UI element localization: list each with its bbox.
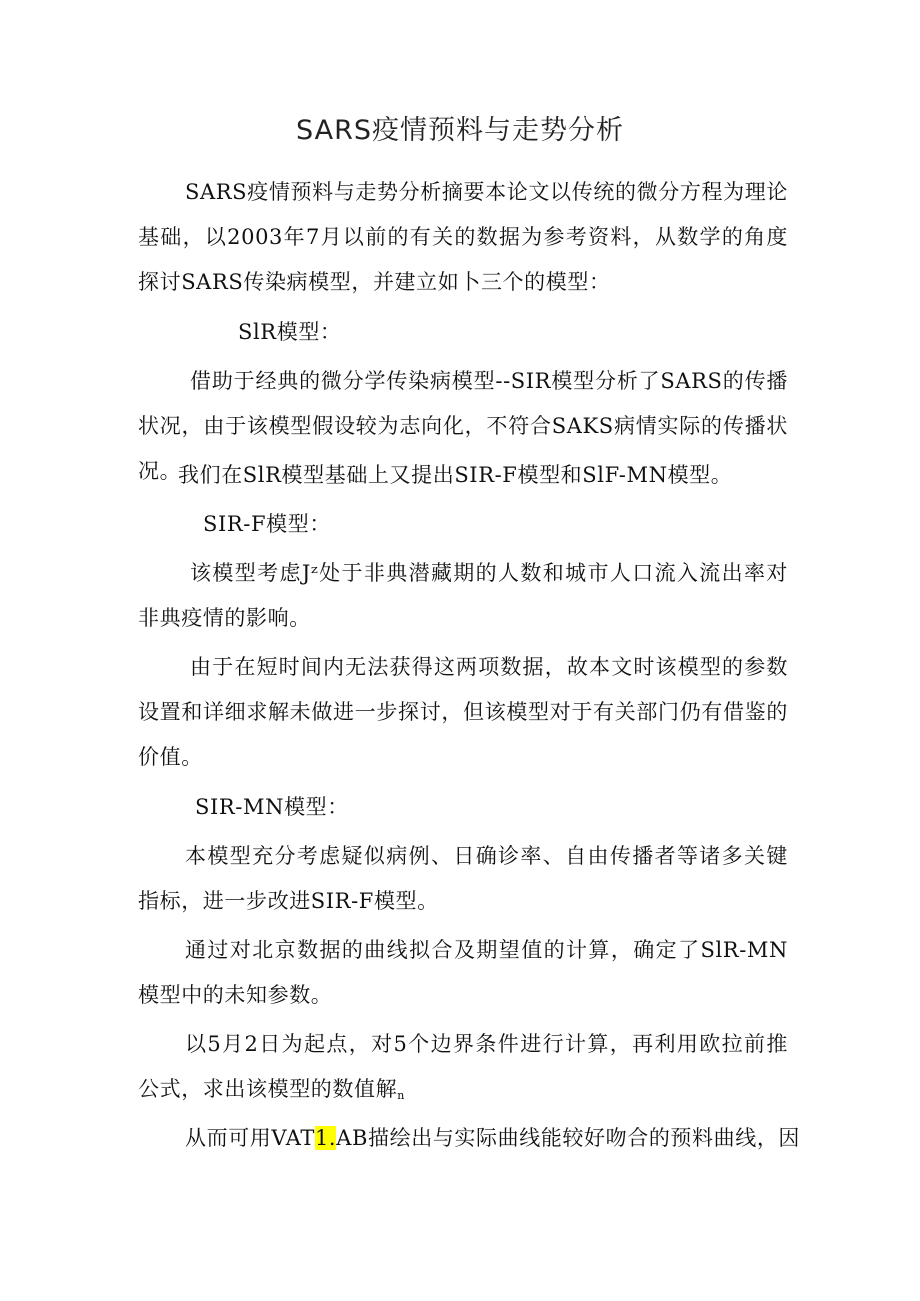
paragraph-euler-method [138,1022,788,1118]
paragraph-data-limitation: 由于在短时间内无法获得这两项数据，故本文时该模型的参数设置和详细求解未做进一步探讨，但该模型对于有关部门仍有借鉴的价值。 [138,655,788,769]
paragraph-sir-description: 借助于经典的微分学传染病模型--SIR模型分析了SARS的传播状况，由于该模型假设较为志向化，不符合SAKS病情实际的传播状况。 [138,369,788,483]
heading-sir-model: SlR模型： [238,320,342,344]
highlighted-text: 1. [314,1126,337,1150]
heading-sir-f-model: SIR-F模型： [203,512,331,536]
matlab-text-before: 从而可用VAT [185,1126,315,1150]
paragraph-proposed-models: 我们在SlR模型基础上又提出SIR-F模型和SlF-MN模型。 [178,463,733,487]
heading-sir-mn-model: SIR-MN模型： [195,795,349,819]
paragraph-curve-fitting: 通过对北京数据的曲线拟合及期望值的计算，确定了SlR-MN模型中的未知参数。 [138,938,788,1007]
subscript-n: n [397,1089,405,1102]
paragraph-sir-f-description: 该模型考虑Jᶻ处于非典潜藏期的人数和城市人口流入流出率对非典疫情的影响。 [138,561,788,630]
paragraph-sir-mn-description: 本模型充分考虑疑似病例、日确诊率、自由传播者等诸多关键指标，进一步改进SIR-F模型。 [138,844,788,913]
paragraph-abstract: SARS疫情预料与走势分析摘要本论文以传统的微分方程为理论基础，以2003年7月以前的有关的数据为参考资料，从数学的角度探讨SARS传染病模型，并建立如卜三个的模型： [138,180,788,294]
euler-method-text: 以5月2日为起点，对5个边界条件进行计算，再利用欧拉前推公式，求出该模型的数值解 [138,1032,788,1101]
paragraph-matlab-curve [138,1116,801,1161]
document-title: SARS疫情预料与走势分析 [295,115,624,146]
matlab-text-after: AB描绘出与实际曲线能较好吻合的预料曲线，因 [336,1126,801,1150]
